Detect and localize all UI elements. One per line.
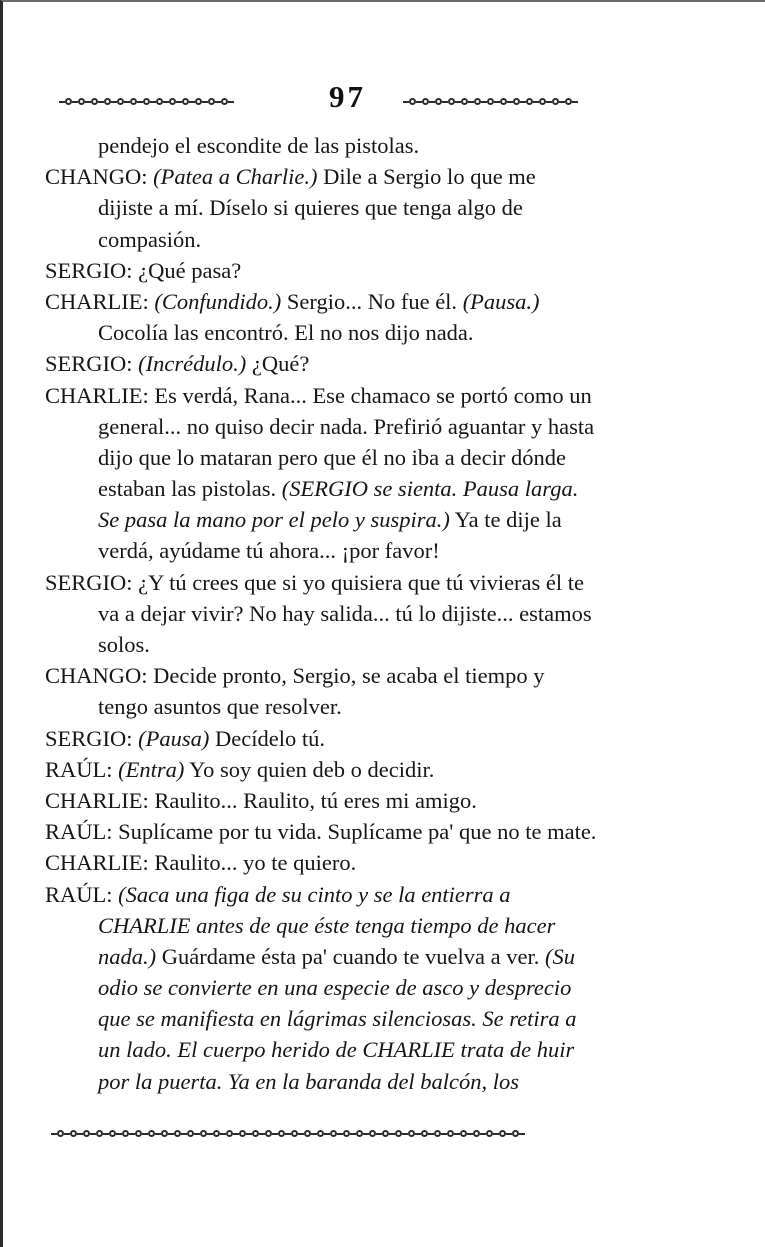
- text-line: [45, 411, 695, 442]
- text-line: [45, 723, 695, 754]
- text-line: [45, 879, 695, 910]
- text-line: [45, 1034, 695, 1065]
- text-line: [45, 317, 695, 348]
- dialogue-text: SERGIO:: [45, 351, 139, 377]
- header-ornament-right: [403, 98, 578, 105]
- stage-direction: (Incrédulo.): [138, 351, 247, 377]
- page-number: 97: [329, 79, 366, 114]
- dialogue-text: dijiste a mí. Díselo si quieres que tenga algo de: [98, 195, 523, 221]
- stage-direction: (Saca una figa de su cinto y se la entierra a: [118, 881, 511, 907]
- text-line: [45, 130, 695, 161]
- text-line: [45, 255, 695, 286]
- text-line: [45, 442, 695, 473]
- text-line: [45, 473, 695, 504]
- text-line: [45, 910, 695, 941]
- text-line: [45, 660, 695, 691]
- stage-direction: (Patea a Charlie.): [153, 164, 318, 190]
- stage-direction: (Pausa): [138, 725, 210, 751]
- dialogue-text: solos.: [98, 632, 150, 657]
- dialogue-text: Dile a Sergio lo que me: [317, 164, 536, 190]
- dialogue-text: compasión.: [98, 226, 202, 252]
- stage-direction: (Su: [545, 943, 576, 969]
- dialogue-text: RAÚL:: [45, 881, 119, 907]
- text-line: [45, 847, 695, 878]
- dialogue-text: Ya te dije la: [449, 507, 562, 533]
- dialogue-text: estaban las pistolas.: [98, 476, 282, 502]
- dialogue-text: RAÚL:: [45, 756, 119, 782]
- dialogue-text: va a dejar vivir? No hay salida... tú lo dijiste... estamos: [98, 600, 592, 626]
- dialogue-text: verdá, ayúdame tú ahora... ¡por favor!: [98, 538, 440, 564]
- dialogue-text: Yo soy quien deb o decidir.: [184, 756, 435, 782]
- dialogue-text: tengo asuntos que resolver.: [98, 694, 342, 720]
- text-line: [45, 816, 695, 847]
- dialogue-text: CHANGO: Decide pronto, Sergio, se acaba el tiempo y: [45, 663, 545, 689]
- text-line: [45, 348, 695, 379]
- text-line: [45, 691, 695, 722]
- dialogue-text: general... no quiso decir nada. Prefirió aguantar y hasta: [98, 413, 595, 439]
- dialogue-text: Cocolía las encontró. El no nos dijo nada.: [98, 320, 474, 346]
- stage-direction: nada.): [98, 943, 157, 969]
- dialogue-text: CHARLIE: Raulito... yo te quiero.: [45, 850, 357, 876]
- dialogue-text: SERGIO: ¿Y tú crees que si yo quisiera que tú vivieras él te: [45, 569, 585, 595]
- stage-direction: odio se convierte en una especie de asco y desprecio: [98, 975, 572, 1001]
- text-line: [45, 785, 695, 816]
- stage-direction: (Confundido.): [154, 288, 282, 314]
- dialogue-text: Sergio... No fue él.: [281, 288, 463, 314]
- dialogue-text: RAÚL: Suplícame por tu vida. Suplícame pa' que no te mate.: [45, 819, 597, 845]
- text-line: [45, 567, 695, 598]
- dialogue-text: Guárdame ésta pa' cuando te vuelva a ver.: [156, 943, 546, 969]
- footer-ornament: [51, 1130, 525, 1137]
- text-line: [45, 1003, 695, 1034]
- stage-direction: (SERGIO se sienta. Pausa larga.: [281, 476, 579, 502]
- text-line: [45, 192, 695, 223]
- dialogue-text: CHANGO:: [45, 164, 154, 190]
- dialogue-text: SERGIO:: [45, 725, 139, 751]
- dialogue-text: pendejo el escondite de las pistolas.: [98, 133, 420, 158]
- dialogue-text: dijo que lo mataran pero que él no iba a decir dónde: [98, 444, 566, 470]
- page-header: [59, 79, 659, 128]
- text-line: [45, 754, 695, 785]
- stage-direction: CHARLIE antes de que éste tenga tiempo de hacer: [98, 912, 556, 938]
- stage-direction: que se manifiesta en lágrimas silenciosas. Se retira a: [98, 1006, 577, 1032]
- dialogue-text: CHARLIE:: [45, 288, 155, 314]
- text-line: [45, 972, 695, 1003]
- stage-direction: (Entra): [118, 756, 185, 782]
- text-line: [45, 380, 695, 411]
- text-line: [45, 535, 695, 566]
- text-line: [45, 598, 695, 629]
- dialogue-text: CHARLIE: Es verdá, Rana... Ese chamaco se portó como un: [45, 382, 592, 408]
- stage-direction: por la puerta. Ya en la baranda del balcón, los: [98, 1068, 520, 1094]
- script-text: [45, 130, 695, 1097]
- text-line: [45, 941, 695, 972]
- text-line: [45, 161, 695, 192]
- stage-direction: un lado. El cuerpo herido de CHARLIE trata de huir: [98, 1037, 575, 1063]
- header-ornament-left: [59, 98, 234, 105]
- text-line: [45, 224, 695, 255]
- text-line: [45, 504, 695, 535]
- dialogue-text: CHARLIE: Raulito... Raulito, tú eres mi amigo.: [45, 787, 477, 813]
- dialogue-text: Decídelo tú.: [209, 725, 325, 751]
- stage-direction: (Pausa.): [462, 288, 540, 314]
- dialogue-text: SERGIO: ¿Qué pasa?: [45, 257, 242, 283]
- dialogue-text: ¿Qué?: [246, 351, 310, 377]
- text-line: [45, 629, 695, 660]
- text-line: [45, 286, 695, 317]
- stage-direction: Se pasa la mano por el pelo y suspira.): [98, 507, 450, 533]
- text-line: [45, 1066, 695, 1097]
